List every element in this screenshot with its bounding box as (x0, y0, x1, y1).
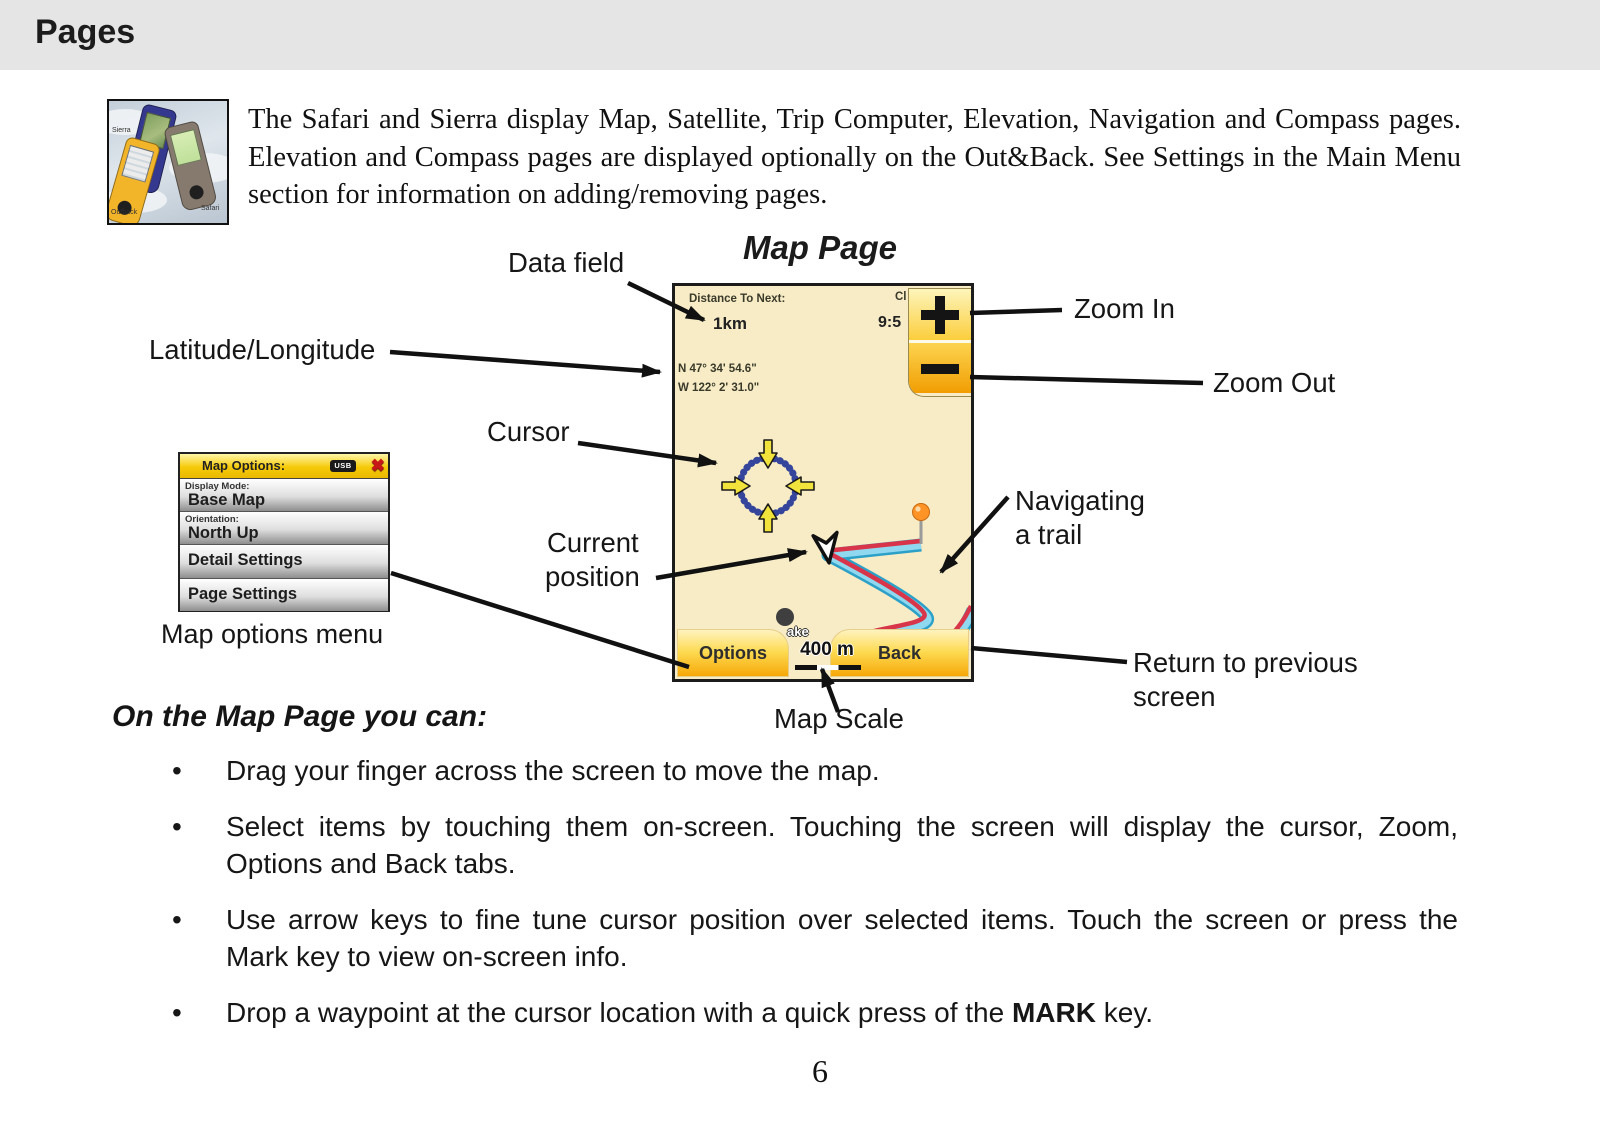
callout-latitude-longitude: Latitude/Longitude (149, 334, 376, 365)
zoom-panel (908, 288, 971, 397)
device-screen (170, 129, 202, 166)
callout-zoom-in: Zoom In (1074, 293, 1175, 324)
bullet-marker: • (172, 755, 182, 786)
usb-icon: USB (330, 460, 356, 472)
menu-item-page-settings[interactable] (180, 579, 388, 611)
options-tab-button[interactable] (677, 629, 789, 677)
minus-icon (921, 364, 959, 374)
detail-settings-label: Detail Settings (188, 551, 303, 569)
plus-icon (935, 296, 945, 334)
callout-current-position-1: Current (547, 527, 639, 558)
map-scale-value: 400 m (800, 639, 854, 660)
line-zoom-in (970, 310, 1062, 313)
bullet-text: Drag your finger across the screen to move the map. (226, 755, 880, 786)
data-field-label: Distance To Next: (689, 293, 786, 305)
page-settings-label: Page Settings (188, 585, 298, 603)
map-cursor-icon (722, 440, 814, 532)
callout-navigating-trail-2: a trail (1015, 519, 1083, 550)
device-label-safari: Safari (201, 205, 220, 212)
section-heading: On the Map Page you can: (112, 700, 488, 733)
clock-label: Cl (895, 291, 907, 303)
longitude-value: W 122° 2' 31.0" (678, 382, 760, 394)
bullet-item (170, 901, 1458, 975)
zoom-in-button[interactable] (909, 289, 971, 340)
line-zoom-out (970, 377, 1203, 383)
page-number: 6 (812, 1053, 828, 1089)
callout-return-previous-1: Return to previous (1133, 647, 1358, 678)
bullet-item (170, 808, 1458, 882)
pin-ball-icon (913, 504, 930, 521)
back-tab-label: Back (877, 642, 922, 663)
orientation-label: Orientation: (185, 514, 239, 525)
callout-navigating-trail-1: Navigating (1015, 485, 1145, 516)
menu-title-bar (180, 454, 388, 479)
callout-zoom-out: Zoom Out (1213, 367, 1336, 398)
pin-highlight (915, 506, 920, 511)
bullet-item (170, 752, 1458, 789)
bullet-text (226, 994, 1458, 1031)
callout-return-previous-2: screen (1133, 681, 1216, 712)
options-tab-label: Options (699, 642, 767, 663)
page-title: Pages (35, 13, 136, 51)
intro-paragraph: The Safari and Sierra display Map, Satellite, Trip Computer, Elevation, Navigation and Compass pages. Elevation and Compass pages are displayed optionally on the Out&Back. See Settings in the Main Menu section for information on adding/removing pages. (248, 104, 1461, 210)
data-field-value: 1km (713, 314, 748, 333)
bullet-marker: • (172, 904, 182, 935)
display-mode-value: Base Map (188, 491, 266, 509)
devices-photo (107, 99, 229, 225)
lake-label: ake (787, 624, 809, 639)
menu-item-orientation[interactable] (180, 512, 388, 545)
close-icon[interactable]: ✖ (370, 456, 385, 475)
device-label-outback: Outback (111, 209, 138, 216)
bullet-marker: • (172, 997, 182, 1028)
display-mode-label: Display Mode: (185, 481, 250, 492)
menu-title: Map Options: (202, 458, 286, 473)
orientation-value: North Up (188, 524, 259, 542)
device-keypad (188, 184, 205, 201)
line-lat-lon (390, 352, 660, 372)
callout-current-position-2: position (545, 561, 640, 592)
map-options-menu (178, 452, 390, 612)
bullet-text: Use arrow keys to fine tune cursor position over selected items. Touch the screen or press the Mark key to view on-screen info. (226, 904, 1458, 972)
options-menu-caption: Map options menu (161, 619, 384, 649)
gps-map-screen (672, 283, 974, 682)
menu-item-display-mode[interactable] (180, 479, 388, 512)
diagram-title: Map Page (742, 229, 898, 266)
bullet-text-bold: MARK (1011, 997, 1096, 1028)
line-options-menu (391, 573, 689, 667)
bullet-text-pre: Drop a waypoint at the cursor location with a quick press of the (226, 997, 1012, 1028)
header-bar (0, 0, 1600, 70)
device-label-sierra: Sierra (112, 127, 131, 134)
map-scale-bar (795, 665, 861, 670)
callout-map-scale: Map Scale (774, 703, 904, 734)
bullet-text-post: key. (1095, 997, 1154, 1028)
clock-value: 9:5 (878, 314, 902, 331)
latitude-value: N 47° 34' 54.6" (678, 363, 757, 375)
callout-cursor: Cursor (487, 416, 570, 447)
line-return-previous (971, 648, 1127, 662)
bullet-item (170, 994, 1458, 1031)
callout-data-field: Data field (508, 247, 625, 278)
bullet-marker: • (172, 811, 182, 842)
bullet-text: Select items by touching them on-screen. Touching the screen will display the cursor, Zoom, Options and Back tabs. (226, 811, 1458, 879)
zoom-out-button[interactable] (909, 343, 971, 393)
menu-item-detail-settings[interactable] (180, 545, 388, 579)
device-screen (121, 145, 154, 183)
